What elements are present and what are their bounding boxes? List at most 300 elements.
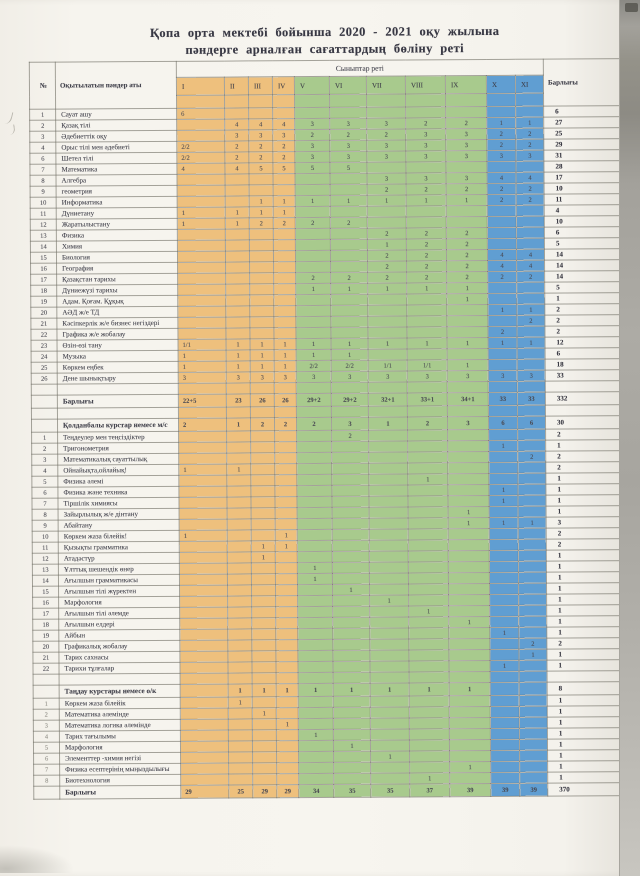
value-cell: 35	[371, 784, 410, 797]
value-cell	[333, 661, 370, 672]
subject-cell: Физика әлемі	[58, 475, 179, 487]
value-cell	[519, 739, 547, 750]
value-cell: 2	[516, 139, 544, 150]
value-cell	[370, 584, 409, 595]
value-cell	[179, 442, 227, 453]
value-cell	[229, 752, 253, 763]
row-num: 25	[31, 362, 57, 373]
row-num: 4	[32, 465, 58, 476]
scanner-edge-band	[619, 0, 640, 876]
value-cell: 1	[519, 649, 547, 660]
value-cell	[518, 440, 546, 451]
value-cell: 1	[448, 517, 489, 528]
value-cell	[275, 574, 297, 585]
total-cell: 1	[547, 739, 629, 751]
value-cell	[369, 562, 408, 573]
value-cell: 2	[517, 315, 545, 326]
document-title	[0, 22, 638, 60]
subject-cell: Дүниежүзі тарихы	[57, 284, 178, 296]
value-cell	[490, 706, 519, 717]
value-cell	[369, 518, 408, 529]
total-cell: 2	[545, 315, 627, 327]
class-label-I: I	[176, 77, 224, 95]
value-cell	[370, 661, 409, 672]
subject-cell: Сауат ашу	[56, 108, 177, 120]
value-cell: 1	[409, 606, 449, 617]
value-cell	[253, 763, 277, 774]
value-cell	[489, 572, 518, 583]
subject-cell: Теңдеулер мен теңсіздіктер	[58, 431, 179, 443]
value-cell: 4	[487, 172, 516, 183]
value-cell: 2	[517, 271, 545, 282]
subject-cell: Марфология	[59, 596, 180, 608]
header-pad-cell	[295, 94, 330, 107]
value-cell: 33+1	[407, 393, 447, 406]
row-num: 12	[30, 219, 56, 230]
row-num: 8	[30, 175, 56, 186]
value-cell	[488, 348, 517, 359]
row-num: 20	[33, 641, 59, 652]
value-cell	[333, 628, 370, 639]
value-cell: 2	[225, 152, 249, 163]
total-cell: 8	[547, 682, 629, 696]
value-cell	[227, 475, 251, 486]
value-cell	[448, 495, 489, 506]
timetable	[29, 58, 630, 800]
value-cell: 3	[487, 150, 516, 161]
value-cell	[490, 717, 519, 728]
value-cell	[489, 506, 518, 517]
value-cell: 1	[490, 627, 519, 638]
value-cell	[251, 563, 275, 574]
value-cell: 2/2	[331, 360, 368, 371]
value-cell	[406, 162, 446, 173]
value-cell	[252, 618, 276, 629]
value-cell: 1	[226, 361, 250, 372]
value-cell	[298, 707, 333, 718]
row-num: 11	[32, 542, 58, 553]
value-cell	[410, 762, 450, 773]
value-cell	[488, 315, 517, 326]
subject-cell: Дене шынықтыру	[57, 372, 178, 384]
value-cell: 3	[446, 128, 487, 139]
value-cell	[490, 583, 519, 594]
value-cell	[330, 107, 367, 118]
value-cell	[331, 305, 368, 316]
value-cell	[180, 607, 228, 618]
value-cell	[489, 462, 518, 473]
value-cell: 2	[487, 183, 516, 194]
value-cell	[178, 306, 226, 317]
value-cell	[520, 772, 548, 783]
value-cell	[226, 295, 250, 306]
value-cell	[518, 473, 546, 484]
class-label-V: V	[294, 76, 329, 94]
value-cell	[367, 162, 406, 173]
value-cell: 1	[276, 719, 298, 730]
value-cell	[488, 405, 517, 416]
subject-cell: Физика	[56, 229, 177, 241]
subject-cell: Қызықты грамматика	[58, 541, 179, 553]
value-cell: 3	[273, 130, 295, 141]
value-cell	[332, 518, 369, 529]
value-cell	[250, 273, 274, 284]
value-cell	[368, 406, 407, 417]
value-cell	[488, 381, 517, 392]
subject-cell: Шетел тілі	[56, 152, 177, 164]
header-pad-cell	[177, 95, 225, 108]
value-cell: 2	[516, 194, 544, 205]
value-cell	[252, 730, 276, 741]
value-cell	[448, 473, 489, 484]
value-cell	[518, 506, 546, 517]
value-cell	[179, 453, 227, 464]
value-cell	[252, 719, 276, 730]
value-cell	[409, 661, 449, 672]
value-cell	[226, 328, 250, 339]
value-cell: 3	[447, 416, 488, 429]
row-num: 18	[31, 285, 57, 296]
value-cell	[225, 108, 249, 119]
value-cell	[408, 485, 448, 496]
row-num: 9	[32, 520, 58, 531]
value-cell: 1	[178, 350, 226, 361]
value-cell	[251, 486, 275, 497]
value-cell	[275, 431, 297, 442]
value-cell	[276, 741, 298, 752]
value-cell: 1	[249, 207, 273, 218]
total-cell: 2	[545, 304, 627, 316]
class-label-VII: VII	[366, 76, 405, 94]
subject-cell: Ағылшын тілі әлемде	[59, 607, 180, 619]
value-cell: 1	[331, 338, 368, 349]
row-num: 15	[33, 586, 59, 597]
value-cell	[490, 638, 519, 649]
value-cell	[228, 585, 252, 596]
value-cell	[446, 205, 487, 216]
header-pad-cell	[487, 93, 516, 106]
total-cell: 2	[546, 451, 628, 463]
subject-cell: Биология	[56, 251, 177, 263]
value-cell: 33	[488, 392, 517, 405]
value-cell: 1	[518, 517, 546, 528]
value-cell	[180, 618, 228, 629]
value-cell	[273, 108, 295, 119]
value-cell	[225, 185, 249, 196]
value-cell	[225, 174, 249, 185]
value-cell	[177, 240, 225, 251]
row-num: 8	[32, 509, 58, 520]
value-cell	[177, 119, 225, 130]
value-cell	[296, 327, 331, 338]
total-cell: 1	[547, 695, 629, 707]
value-cell	[181, 763, 229, 774]
value-cell	[249, 185, 273, 196]
subject-cell: Атадәстүр	[58, 552, 179, 564]
value-cell	[447, 405, 488, 416]
value-cell	[226, 284, 250, 295]
value-cell	[229, 774, 253, 785]
value-cell	[333, 718, 370, 729]
value-cell	[450, 772, 491, 783]
value-cell: 5	[249, 163, 273, 174]
value-cell	[181, 774, 229, 785]
col-header-total: Барлығы	[543, 59, 625, 107]
value-cell	[369, 485, 408, 496]
value-cell: 3	[367, 151, 406, 162]
subject-cell: геометрия	[56, 185, 177, 197]
value-cell: 3	[226, 372, 250, 383]
subject-cell: Графика ж/е жобалау	[57, 328, 178, 340]
value-cell: 2	[516, 183, 544, 194]
value-cell	[332, 540, 369, 551]
value-cell: 2	[249, 218, 273, 229]
total-cell: 1	[546, 473, 628, 485]
subject-cell: Тарих сахнасы	[59, 651, 180, 663]
value-cell: 3	[295, 140, 330, 151]
value-cell	[448, 429, 489, 440]
value-cell	[277, 752, 299, 763]
value-cell	[177, 174, 225, 185]
value-cell: 2	[295, 217, 330, 228]
value-cell	[491, 772, 520, 783]
row-num: 5	[32, 476, 58, 487]
value-cell	[228, 651, 252, 662]
value-cell	[295, 250, 330, 261]
value-cell: 1	[407, 338, 447, 349]
value-cell	[250, 306, 274, 317]
value-cell: 5	[330, 162, 367, 173]
value-cell	[249, 240, 273, 251]
header-pad-cell	[249, 95, 273, 108]
value-cell: 1	[368, 417, 407, 430]
value-cell	[487, 161, 516, 172]
value-cell	[251, 519, 275, 530]
value-cell: 1	[251, 541, 275, 552]
row-num: 16	[33, 597, 59, 608]
total-cell: 6	[545, 348, 627, 360]
value-cell: 5	[295, 162, 330, 173]
value-cell	[276, 596, 298, 607]
row-num: 5	[33, 742, 59, 753]
value-cell	[226, 306, 250, 317]
value-cell: 2	[516, 128, 544, 139]
value-cell: 1	[296, 283, 331, 294]
value-cell	[517, 326, 545, 337]
row-num	[33, 674, 59, 685]
section-label-cell: Қолданбалы курстар немесе м/с	[57, 418, 178, 432]
value-cell	[298, 672, 333, 683]
value-cell	[368, 294, 407, 305]
value-cell: 1	[276, 684, 298, 697]
value-cell	[228, 662, 252, 673]
value-cell: 29	[277, 785, 299, 798]
value-cell	[252, 741, 276, 752]
value-cell: 3	[406, 129, 446, 140]
row-num: 21	[33, 652, 59, 663]
subject-cell: Орыс тілі мен әдебиеті	[56, 141, 177, 153]
subject-cell: Графикалық жобалау	[59, 640, 180, 652]
value-cell	[333, 696, 370, 707]
subject-cell: Абайтану	[58, 519, 179, 531]
value-cell: 1	[333, 683, 370, 696]
header-pad-cell	[367, 94, 406, 107]
value-cell: 1	[517, 304, 545, 315]
value-cell	[296, 316, 331, 327]
value-cell	[273, 174, 295, 185]
value-cell: 1	[489, 440, 518, 451]
value-cell: 4	[517, 260, 545, 271]
total-cell: 1	[547, 717, 629, 729]
row-num: 2	[30, 120, 56, 131]
value-cell	[491, 750, 520, 761]
total-cell: 1	[547, 583, 629, 595]
row-num: 19	[33, 630, 59, 641]
section-label-cell: Барлығы	[57, 394, 178, 408]
value-cell: 1	[331, 283, 368, 294]
value-cell: 1	[274, 339, 296, 350]
value-cell	[298, 606, 333, 617]
value-cell: 29+2	[331, 393, 368, 406]
subject-cell: Кәсіпкерлік ж/е бизнес негіздері	[57, 317, 178, 329]
value-cell: 34+1	[447, 392, 488, 405]
value-cell	[179, 475, 227, 486]
value-cell	[297, 551, 332, 562]
value-cell	[333, 639, 370, 650]
value-cell: 2	[446, 117, 487, 128]
value-cell	[409, 740, 449, 751]
value-cell	[298, 740, 333, 751]
value-cell	[448, 451, 489, 462]
class-label-VI: VI	[329, 76, 366, 94]
value-cell: 2	[273, 218, 295, 229]
value-cell	[275, 453, 297, 464]
value-cell: 2	[367, 250, 406, 261]
value-cell: 2	[367, 184, 406, 195]
value-cell	[408, 540, 448, 551]
value-cell	[297, 529, 332, 540]
value-cell	[275, 464, 297, 475]
total-cell: 1	[546, 440, 628, 452]
value-cell: 6	[517, 416, 545, 429]
value-cell: 3	[295, 118, 330, 129]
subject-cell: Математика логика әлемінде	[59, 719, 180, 731]
value-cell: 3	[274, 372, 296, 383]
value-cell: 2	[406, 250, 446, 261]
value-cell	[369, 551, 408, 562]
value-cell: 2	[273, 141, 295, 152]
value-cell	[332, 485, 369, 496]
total-cell: 31	[544, 150, 626, 162]
value-cell: 1	[251, 552, 275, 563]
class-label-IX: IX	[445, 75, 486, 93]
value-cell	[181, 752, 229, 763]
total-cell: 1	[547, 728, 629, 740]
value-cell	[487, 227, 516, 238]
value-cell	[275, 563, 297, 574]
value-cell: 1	[226, 418, 250, 431]
class-label-III: III	[248, 77, 272, 95]
value-cell: 1	[275, 530, 297, 541]
value-cell	[408, 496, 448, 507]
total-cell	[545, 381, 627, 393]
value-cell	[448, 550, 489, 561]
row-num: 17	[33, 608, 59, 619]
value-cell: 3	[407, 371, 447, 382]
subject-cell: Ойнайықта,ойлайық!	[58, 464, 179, 476]
subject-cell: Көркем жаза білейік	[59, 697, 180, 709]
section-label-cell: Барлығы	[60, 785, 181, 799]
value-cell	[225, 240, 249, 251]
value-cell	[180, 741, 228, 752]
value-cell	[331, 261, 368, 272]
value-cell: 34	[299, 784, 334, 797]
value-cell	[449, 660, 490, 671]
total-cell: 1	[546, 484, 628, 496]
value-cell	[409, 584, 449, 595]
value-cell: 1	[489, 484, 518, 495]
value-cell	[518, 528, 546, 539]
value-cell	[409, 628, 449, 639]
value-cell	[407, 406, 447, 417]
value-cell	[178, 328, 226, 339]
value-cell: 2	[519, 638, 547, 649]
value-cell: 1	[274, 350, 296, 361]
value-cell: 4	[273, 119, 295, 130]
value-cell: 2	[406, 228, 446, 239]
value-cell	[275, 508, 297, 519]
value-cell	[276, 673, 298, 684]
value-cell	[227, 541, 251, 552]
value-cell: 1	[449, 682, 490, 695]
value-cell	[332, 562, 369, 573]
value-cell	[517, 381, 545, 392]
value-cell	[276, 585, 298, 596]
value-cell: 1	[225, 207, 249, 218]
value-cell	[333, 595, 370, 606]
row-num: 3	[30, 131, 56, 142]
value-cell	[331, 406, 368, 417]
value-cell	[488, 293, 517, 304]
total-cell: 1	[546, 561, 628, 573]
value-cell	[449, 739, 490, 750]
total-cell: 28	[544, 161, 626, 173]
value-cell	[519, 583, 547, 594]
value-cell	[409, 639, 449, 650]
value-cell: 3	[406, 140, 446, 151]
total-cell	[545, 405, 627, 417]
value-cell: 1	[371, 751, 410, 762]
value-cell	[179, 552, 227, 563]
value-cell	[449, 627, 490, 638]
value-cell	[487, 216, 516, 227]
value-cell: 2	[296, 272, 331, 283]
subject-cell: Тіршілік химиясы	[58, 497, 179, 509]
value-cell	[446, 106, 487, 117]
value-cell: 3	[446, 139, 487, 150]
total-cell: 4	[544, 205, 626, 217]
value-cell	[228, 730, 252, 741]
value-cell: 1	[275, 541, 297, 552]
value-cell	[407, 349, 447, 360]
total-cell: 25	[544, 128, 626, 140]
value-cell	[367, 217, 406, 228]
value-cell: 2	[367, 129, 406, 140]
value-cell	[228, 640, 252, 651]
value-cell: 1	[296, 349, 331, 360]
value-cell	[228, 708, 252, 719]
value-cell	[367, 206, 406, 217]
